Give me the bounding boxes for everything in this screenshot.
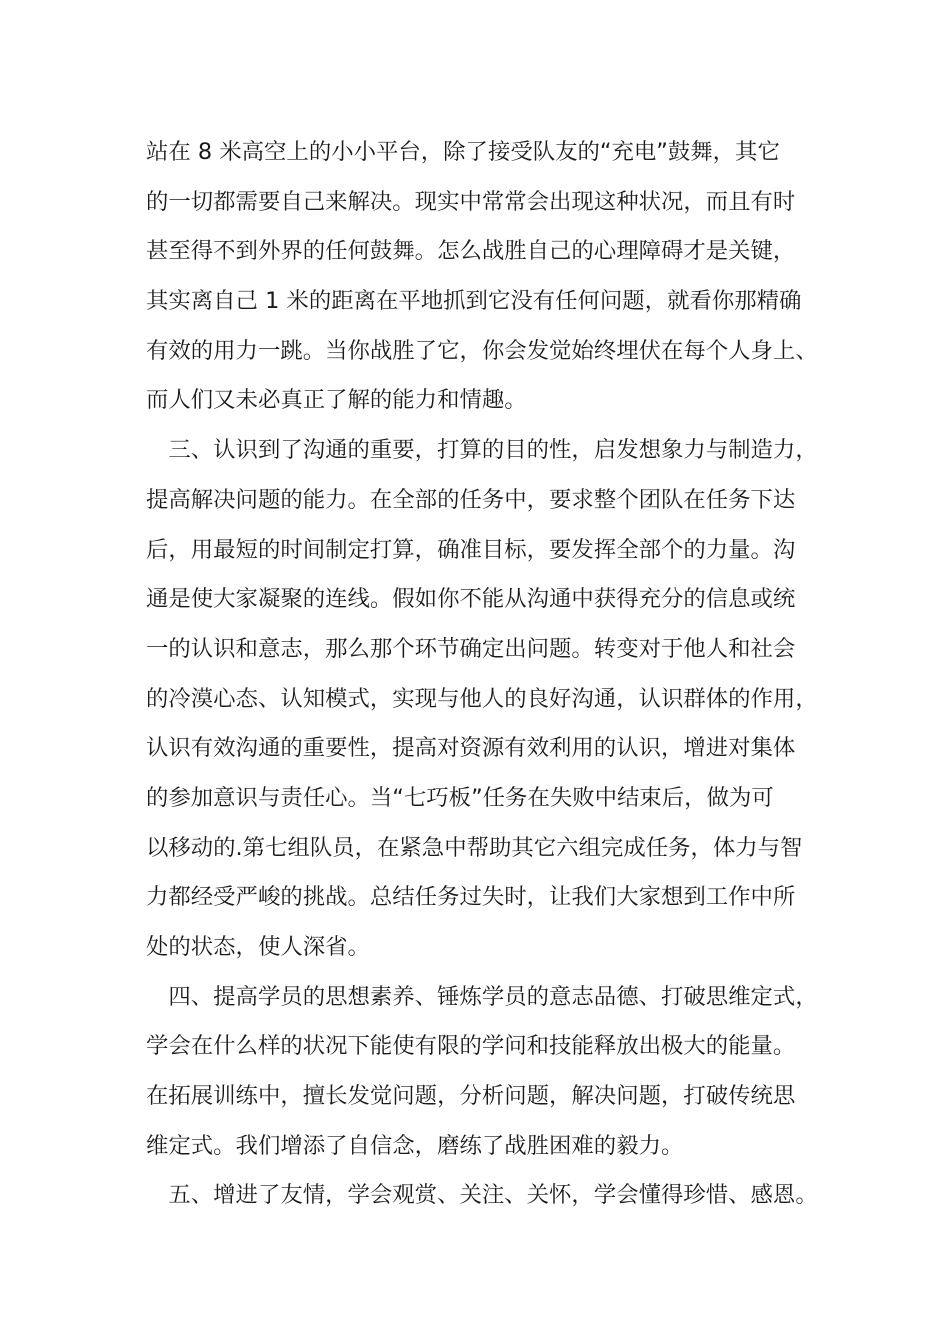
text-line: 甚至得不到外界的任何鼓舞。怎么战胜自己的心理障碍才是关键， (146, 238, 796, 265)
text-line: 的一切都需要自己来解决。现实中常常会出现这种状况，而且有时 (146, 188, 796, 215)
paragraph-heading-four: 四、提高学员的思想素养、锤炼学员的意志品德、打破思维定式， (146, 983, 818, 1010)
text-line: 维定式。我们增添了自信念，磨练了战胜困难的毅力。 (146, 1132, 684, 1159)
text-line: 后，用最短的时间制定打算，确准目标，要发挥全部个的力量。沟 (146, 536, 796, 563)
text-line: 通是使大家凝聚的连线。假如你不能从沟通中获得充分的信息或统 (146, 586, 796, 613)
text-line: 一的认识和意志，那么那个环节确定出问题。转变对于他人和社会 (146, 635, 796, 662)
text-line: 的冷漠心态、认知模式，实现与他人的良好沟通，认识群体的作用， (146, 685, 818, 712)
text-line: 有效的用力一跳。当你战胜了它，你会发觉始终埋伏在每个人身上、 (146, 337, 818, 364)
text-line: 力都经受严峻的挑战。总结任务过失时，让我们大家想到工作中所 (146, 884, 796, 911)
text-line: 站在 8 米高空上的小小平台，除了接受队友的“充电”鼓舞，其它 (146, 139, 780, 165)
text-line: 处的状态，使人深省。 (146, 934, 370, 960)
text-line: 在拓展训练中，擅长发觉问题，分析问题，解决问题，打破传统思 (146, 1083, 796, 1110)
paragraph-heading-five: 五、增进了友情，学会观赏、关注、关怀，学会懂得珍惜、感恩。 (146, 1182, 818, 1209)
text-line: 提高解决问题的能力。在全部的任务中，要求整个团队在任务下达 (146, 486, 796, 513)
text-line: 的参加意识与责任心。当“七巧板”任务在失败中结束后，做为可 (146, 784, 774, 811)
text-line: 以移动的.第七组队员，在紧急中帮助其它六组完成任务，体力与智 (146, 834, 803, 861)
text-line: 学会在什么样的状况下能使有限的学问和技能释放出极大的能量。 (146, 1033, 796, 1060)
text-line: 其实离自己 1 米的距离在平地抓到它没有任何问题，就看你那精确 (146, 288, 802, 315)
body-text (146, 128, 836, 1221)
paragraph-heading-three: 三、认识到了沟通的重要，打算的目的性，启发想象力与制造力， (146, 437, 818, 464)
text-line: 认识有效沟通的重要性，提高对资源有效利用的认识，增进对集体 (146, 735, 796, 762)
text-line: 而人们又未必真正了解的能力和情趣。 (146, 387, 527, 414)
